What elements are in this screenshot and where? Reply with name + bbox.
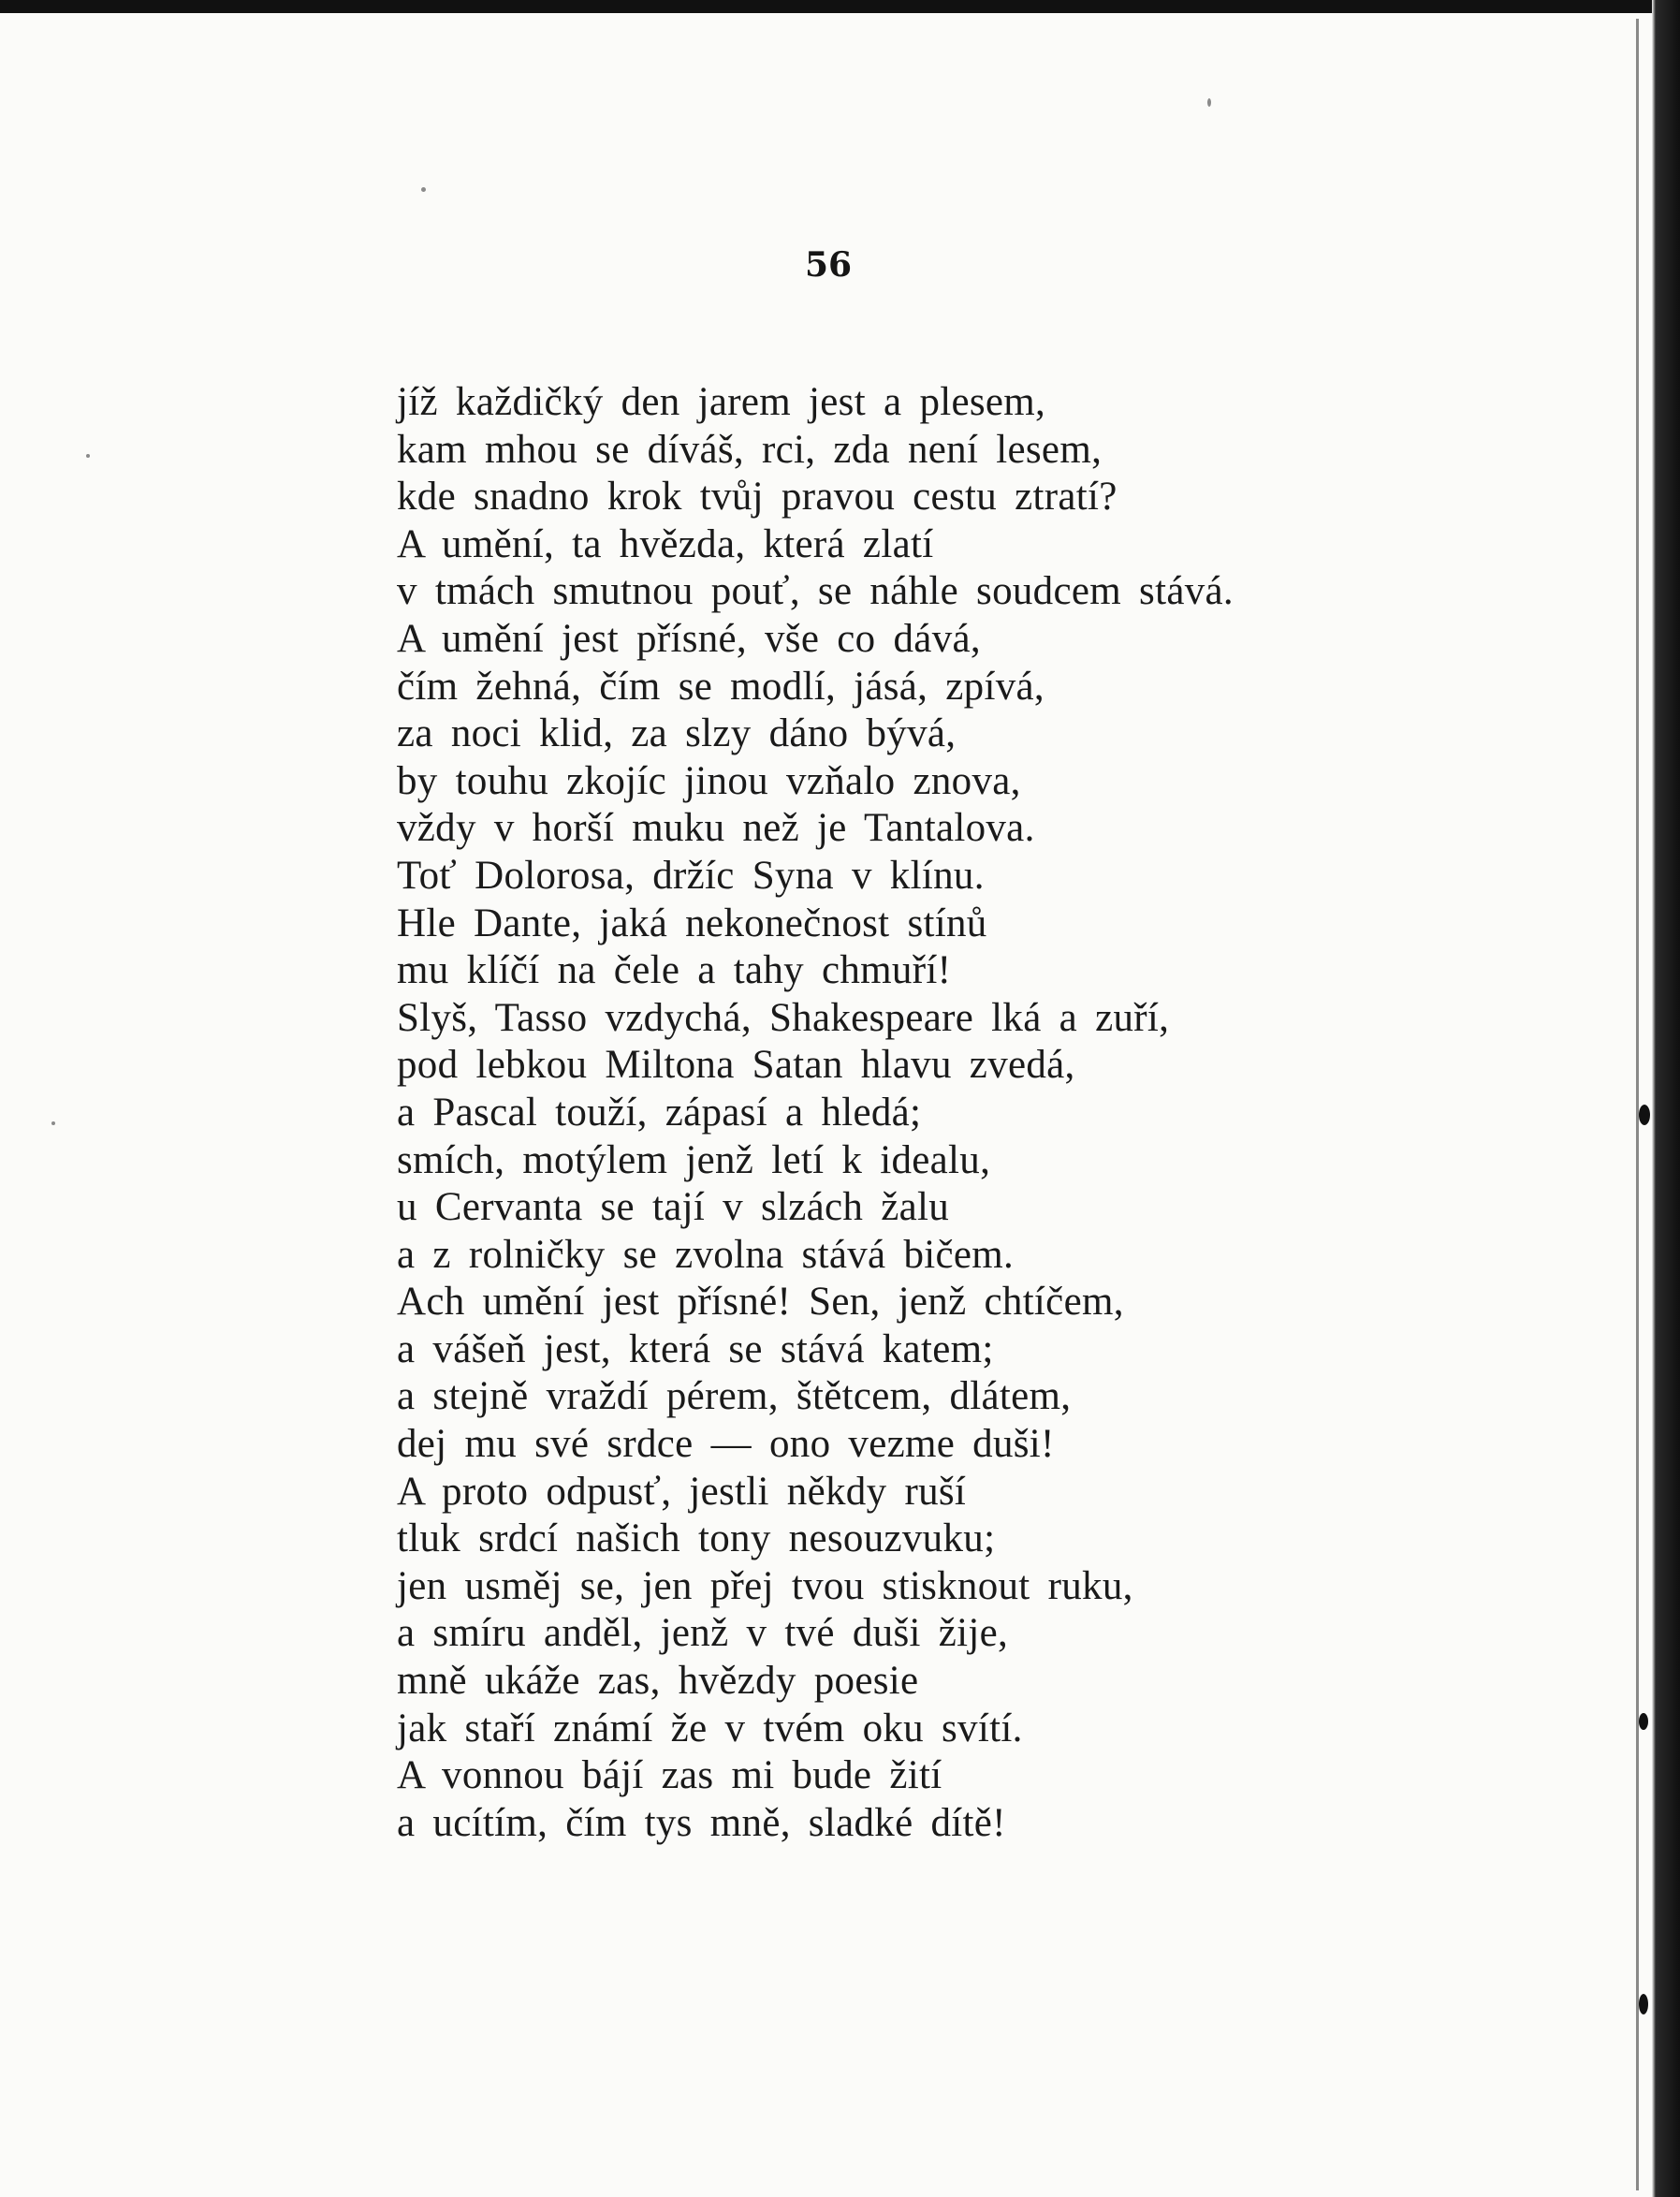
poem-line: vždy v horší muku než je Tantalova. bbox=[397, 806, 1035, 851]
poem-line: A vonnou bájí zas mi bude žití bbox=[397, 1753, 942, 1798]
poem-line: mně ukáže zas, hvězdy poesie bbox=[397, 1659, 919, 1704]
poem-line: A proto odpusť, jestli někdy ruší bbox=[397, 1469, 967, 1514]
poem-line: čím žehná, čím se modlí, jásá, zpívá, bbox=[397, 664, 1045, 709]
scan-speck bbox=[1639, 1994, 1648, 2014]
poem-line: a smíru anděl, jenž v tvé duši žije, bbox=[397, 1611, 1009, 1656]
scan-speck bbox=[1207, 98, 1211, 107]
poem-line: tluk srdcí našich tony nesouzvuku; bbox=[397, 1516, 996, 1561]
poem-line: Hle Dante, jaká nekonečnost stínů bbox=[397, 901, 987, 945]
poem-line: pod lebkou Miltona Satan hlavu zvedá, bbox=[397, 1043, 1075, 1088]
poem-line: u Cervanta se tají v slzách žalu bbox=[397, 1185, 950, 1230]
scan-speck bbox=[86, 454, 90, 458]
scan-top-edge bbox=[0, 0, 1680, 13]
scan-gutter-line bbox=[1636, 19, 1639, 2190]
poem-line: Toť Dolorosa, držíc Syna v klínu. bbox=[397, 853, 985, 898]
poem-line: a stejně vraždí pérem, štětcem, dlátem, bbox=[397, 1374, 1072, 1419]
poem-line: mu klíčí na čele a tahy chmuří! bbox=[397, 948, 952, 993]
poem-line: v tmách smutnou pouť, se náhle soudcem stává. bbox=[397, 569, 1234, 614]
poem-line: a z rolničky se zvolna stává bičem. bbox=[397, 1232, 1015, 1277]
poem-line: kde snadno krok tvůj pravou cestu ztratí? bbox=[397, 475, 1118, 520]
poem-line: Ach umění jest přísné! Sen, jenž chtíčem, bbox=[397, 1280, 1124, 1325]
poem-line: smích, motýlem jenž letí k idealu, bbox=[397, 1137, 991, 1182]
poem-line: kam mhou se díváš, rci, zda není lesem, bbox=[397, 427, 1103, 472]
poem-line: jak staří známí že v tvém oku svítí. bbox=[397, 1706, 1023, 1750]
page-number: 56 bbox=[804, 245, 853, 285]
scan-speck bbox=[1639, 1105, 1650, 1125]
poem-line: A umění jest přísné, vše co dává, bbox=[397, 616, 981, 661]
scan-speck bbox=[51, 1121, 55, 1125]
poem-line: A umění, ta hvězda, která zlatí bbox=[397, 521, 934, 566]
poem-line: a ucítím, čím tys mně, sladké dítě! bbox=[397, 1800, 1006, 1845]
poem-text bbox=[397, 379, 1234, 1847]
poem-line: za noci klid, za slzy dáno bývá, bbox=[397, 711, 957, 756]
scan-right-edge bbox=[1652, 0, 1680, 2197]
poem-line: by touhu zkojíc jinou vzňalo znova, bbox=[397, 758, 1021, 803]
poem-line: Slyš, Tasso vzdychá, Shakespeare lká a zuří, bbox=[397, 995, 1170, 1040]
poem-line: dej mu své srdce — ono vezme duši! bbox=[397, 1422, 1055, 1467]
poem-line: a Pascal touží, zápasí a hledá; bbox=[397, 1090, 922, 1135]
poem-line: jen usměj se, jen přej tvou stisknout ruku, bbox=[397, 1563, 1133, 1608]
scan-speck bbox=[1639, 1713, 1648, 1730]
poem-line: a vášeň jest, která se stává katem; bbox=[397, 1326, 994, 1371]
poem-line: jíž každičký den jarem jest a plesem, bbox=[397, 380, 1046, 424]
scan-speck bbox=[421, 187, 426, 192]
